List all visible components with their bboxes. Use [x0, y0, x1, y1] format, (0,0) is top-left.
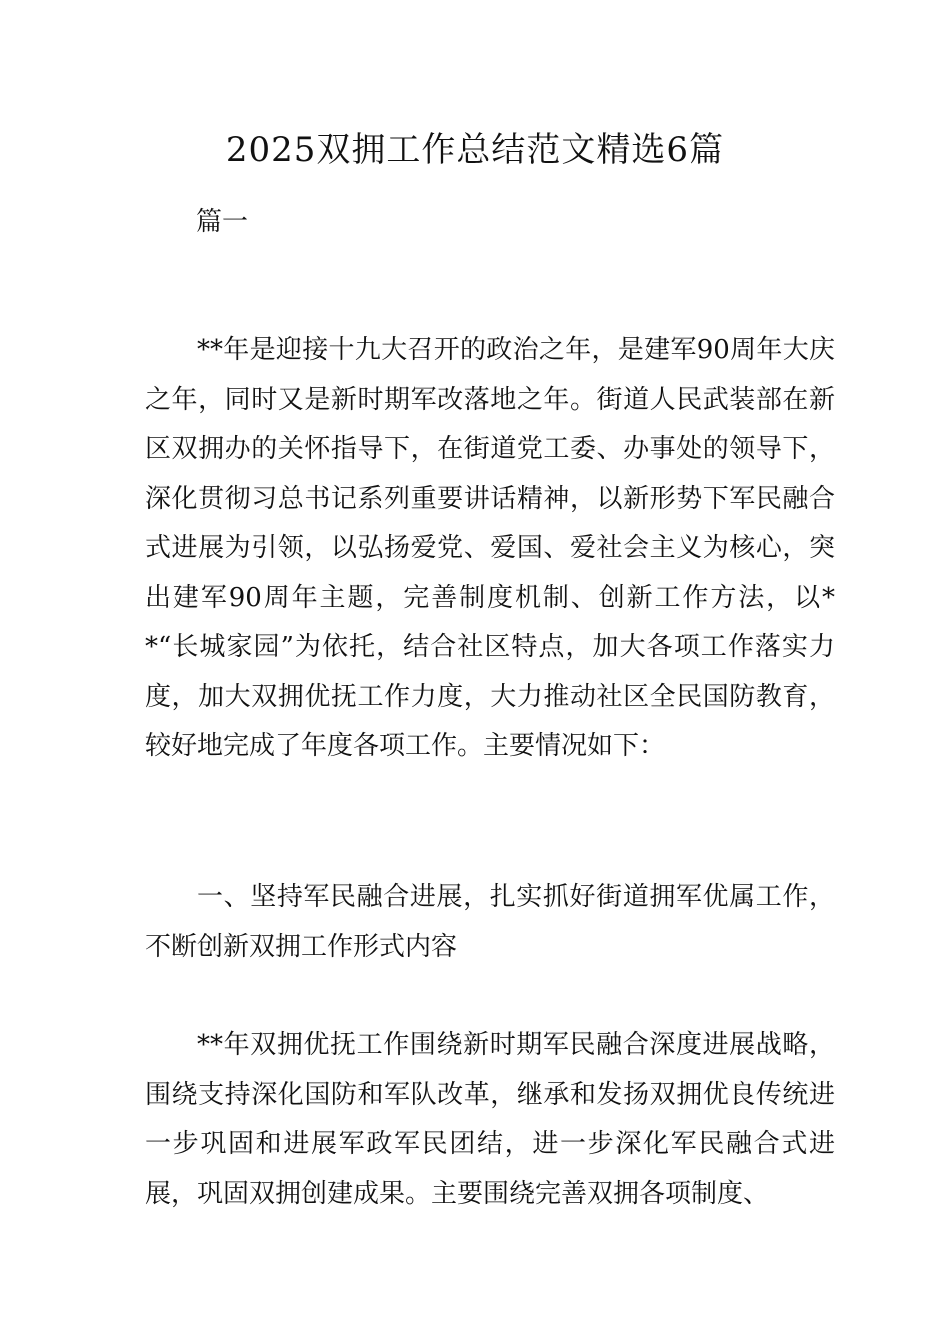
section-label: 篇一 [196, 207, 249, 237]
document-title: 2025双拥工作总结范文精选6篇 [225, 130, 725, 170]
body-paragraph: **年是迎接十九大召开的政治之年，是建军90周年大庆之年，同时又是新时期军改落地之年。街道人民武装部在新区双拥办的关怀指导下，在街道党工委、办事处的领导下，深化贯彻习总书记系列重要讲话精神，以新形势下军民融合式进展为引领，以弘扬爱党、爱国、爱社会主义为核心，突出建军90周年主题，完善制度机制、创新工作方法，以**“长城家园”为依托，结合社区特点，加大各项工作落实力度，加大双拥优抚工作力度，大力推动社区全民国防教育，较好地完成了年度各项工作。主要情况如下： [145, 335, 835, 761]
section-heading-paragraph: 一、坚持军民融合进展，扎实抓好街道拥军优属工作，不断创新双拥工作形式内容 [145, 882, 835, 962]
body-paragraph: **年双拥优抚工作围绕新时期军民融合深度进展战略，围绕支持深化国防和军队改革，继承和发扬双拥优良传统进一步巩固和进展军政军民团结，进一步深化军民融合式进展，巩固双拥创建成果。主要围绕完善双拥各项制度、 [145, 1030, 835, 1209]
